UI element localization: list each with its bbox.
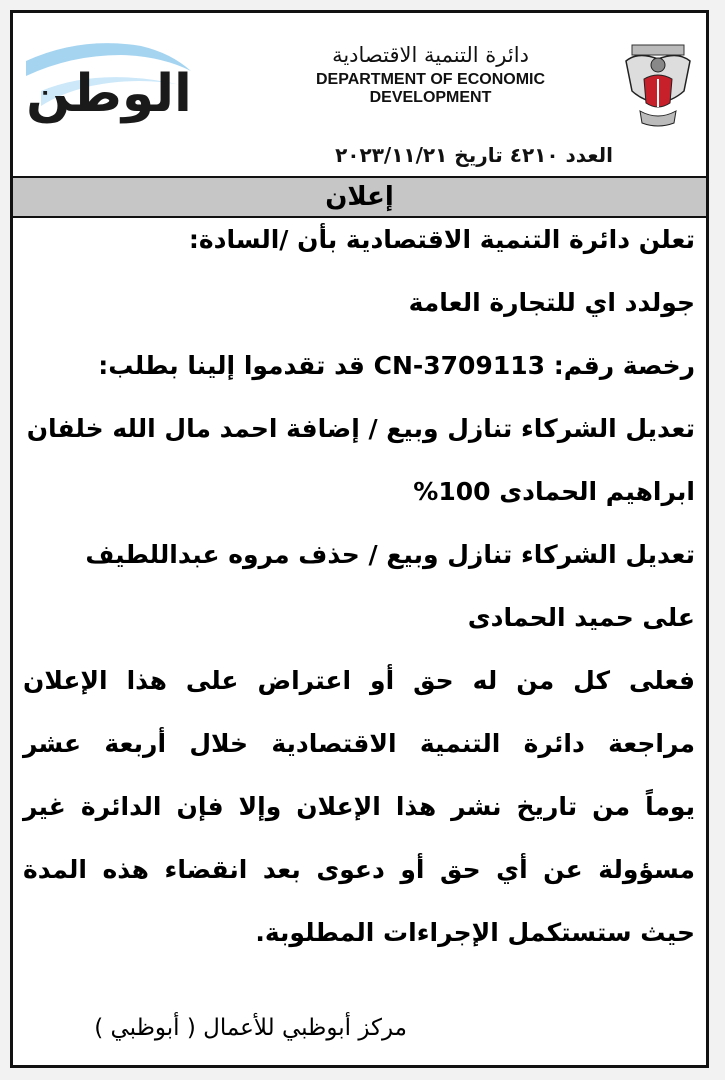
notice-line: تعديل الشركاء تنازل وبيع / حذف مروه عبداللطيف [85, 540, 695, 569]
notice-line: فعلى كل من له حق أو اعتراض على هذا الإعلان [23, 666, 695, 695]
notice-line: رخصة رقم: CN-3709113 قد تقدموا إلينا بطلب: [98, 351, 695, 380]
notice-line: ابراهيم الحمادى 100% [413, 477, 695, 506]
notice-line: مراجعة دائرة التنمية الاقتصادية خلال أربعة عشر [23, 729, 695, 758]
notice-line: تعديل الشركاء تنازل وبيع / إضافة احمد مال الله خلفان [26, 414, 695, 443]
alwatan-logo [21, 31, 196, 126]
notice-title: إعلان [325, 182, 394, 212]
notice-line: جولدد اي للتجارة العامة [408, 288, 695, 317]
header [13, 13, 706, 167]
notice-line: يوماً من تاريخ نشر هذا الإعلان وإلا فإن الدائرة غير [23, 792, 695, 821]
issue-number-date: العدد ٤٢١٠ تاريخ ٢٠٢٣/١١/٢١ [335, 143, 613, 167]
department-arabic: دائرة التنمية الاقتصادية [332, 43, 529, 67]
notice-line: على حميد الحمادى [467, 603, 695, 632]
notice-line: مسؤولة عن أي حق أو دعوى بعد انقضاء هذه المدة [23, 855, 695, 884]
notice-frame [10, 10, 709, 1068]
department-title [258, 43, 603, 107]
notice-title-bar [13, 176, 706, 218]
falcon-emblem-icon [618, 31, 698, 131]
logo-text: الوطن [26, 64, 192, 124]
notice-line: حيث ستستكمل الإجراءات المطلوبة. [255, 918, 695, 947]
notice-line: تعلن دائرة التنمية الاقتصادية بأن /السادة: [188, 225, 695, 254]
notice-body [23, 218, 695, 974]
department-english: DEPARTMENT OF ECONOMIC DEVELOPMENT [315, 71, 546, 106]
notice-footer: مركز أبوظبي للأعمال ( أبوظبي ) [94, 1015, 407, 1041]
